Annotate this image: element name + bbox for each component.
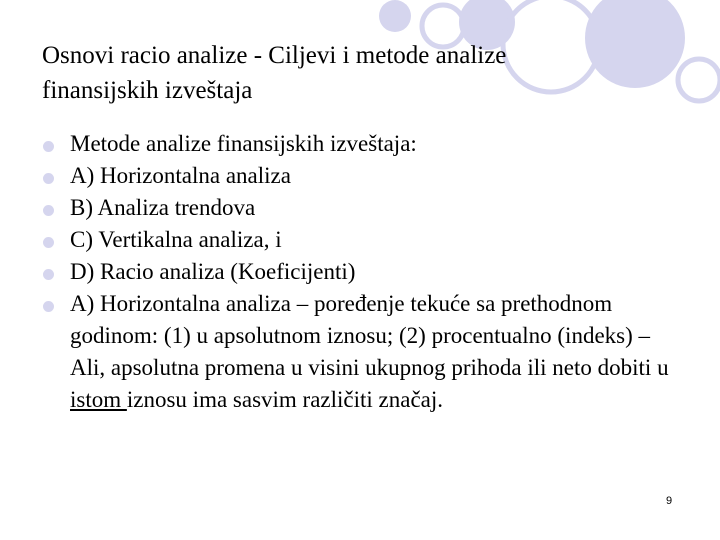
bullet-item <box>43 192 683 224</box>
bullet-dot-icon <box>43 301 54 312</box>
slide-title-line-1: Osnovi racio analize - Ciljevi i metode analize <box>42 42 507 69</box>
bullet-dot-icon <box>43 269 54 280</box>
bullet-text: Metode analize finansijskih izveštaja: <box>70 131 417 156</box>
bullet-item <box>43 160 683 192</box>
bullet-list <box>43 128 683 416</box>
slide-title-line-2: finansijskih izveštaja <box>42 77 253 104</box>
bullet-text: D) Racio analiza (Koeficijenti) <box>70 259 356 284</box>
bullet-dot-icon <box>43 205 54 216</box>
bullet-text-before: A) Horizontalna analiza – poređenje tekuće sa prethodnom godinom: (1) u apsolutnom iznosu; (2) procentualno (indeks) – Ali, apsolutna promena u visini ukupnog prihoda ili neto dobiti u <box>70 291 669 380</box>
page-number: 9 <box>666 495 673 507</box>
bullet-item <box>43 256 683 288</box>
bullet-text: B) Analiza trendova <box>70 195 256 220</box>
bullet-text: A) Horizontalna analiza <box>70 163 291 188</box>
bullet-text-after: iznosu ima sasvim različiti značaj. <box>126 387 444 412</box>
slide-title <box>42 38 642 108</box>
bullet-dot-icon <box>43 173 54 184</box>
bullet-text-underlined: istom <box>70 387 127 412</box>
circle-ring-small-b <box>678 59 720 101</box>
bullet-text: C) Vertikalna analiza, i <box>70 227 282 252</box>
bullet-dot-icon <box>43 237 54 248</box>
bullet-item-detail <box>43 288 683 416</box>
circle-filled-small <box>379 0 411 32</box>
bullet-item <box>43 128 683 160</box>
bullet-item <box>43 224 683 256</box>
bullet-dot-icon <box>43 141 54 152</box>
